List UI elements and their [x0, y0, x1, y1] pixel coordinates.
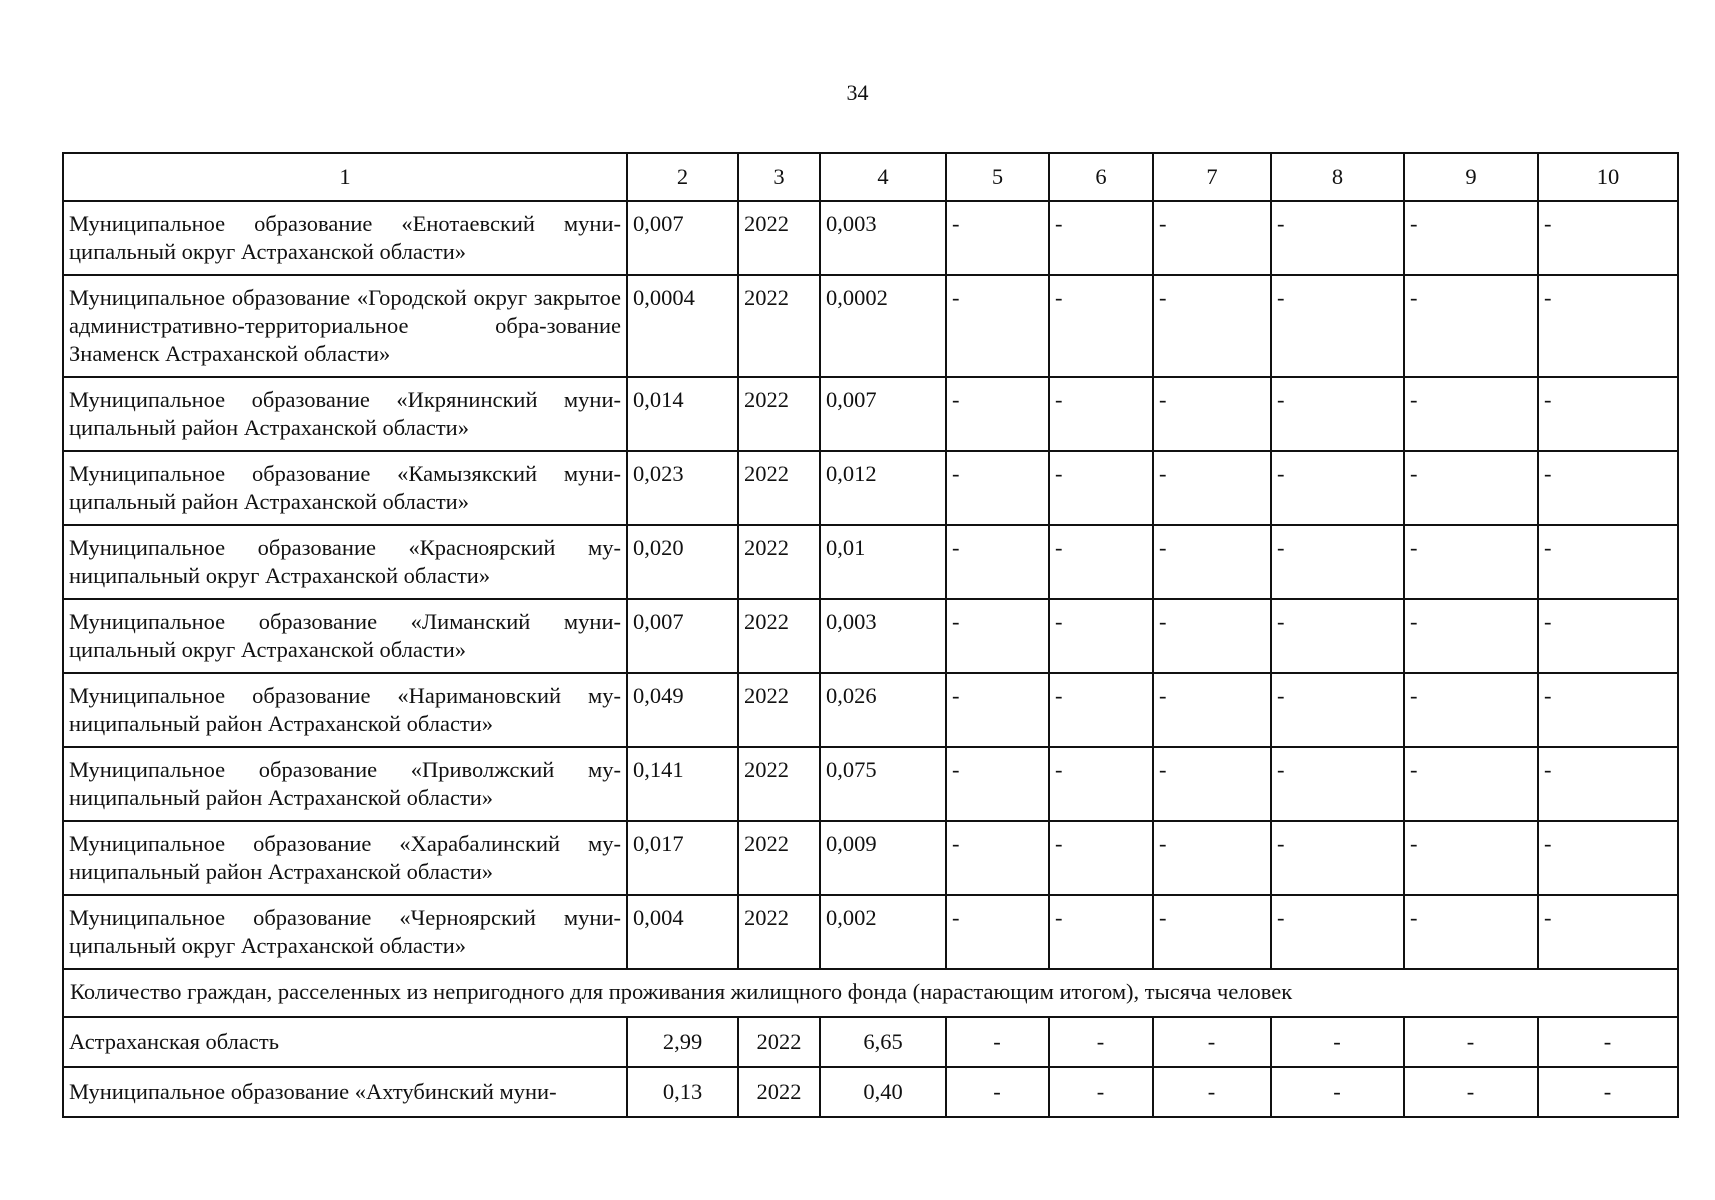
dash-cell: -: [1271, 201, 1404, 275]
dash-cell: -: [946, 451, 1049, 525]
value-cell: 0,40: [820, 1067, 946, 1117]
dash-cell: -: [1404, 525, 1538, 599]
table-row: [63, 451, 1678, 525]
dash-cell: -: [1271, 1017, 1404, 1067]
dash-cell: -: [1153, 1067, 1271, 1117]
value-cell: 0,007: [627, 599, 738, 673]
dash-cell: -: [1538, 201, 1678, 275]
table-body: [63, 153, 1678, 1117]
table-row: [63, 895, 1678, 969]
dash-cell: -: [1404, 821, 1538, 895]
year-cell: 2022: [738, 673, 820, 747]
municipality-name-cell: Муниципальное образование «Черноярский муни-ципальный округ Астраханской области»: [63, 895, 627, 969]
header-cell: 4: [820, 153, 946, 201]
dash-cell: -: [946, 1067, 1049, 1117]
table-row: [63, 599, 1678, 673]
dash-cell: -: [1271, 377, 1404, 451]
dash-cell: -: [1049, 201, 1153, 275]
dash-cell: -: [1153, 451, 1271, 525]
dash-cell: -: [946, 377, 1049, 451]
year-cell: 2022: [738, 1017, 820, 1067]
value-cell: 0,0002: [820, 275, 946, 377]
value-cell: 6,65: [820, 1017, 946, 1067]
dash-cell: -: [1404, 377, 1538, 451]
value-cell: 0,01: [820, 525, 946, 599]
dash-cell: -: [1404, 201, 1538, 275]
dash-cell: -: [946, 201, 1049, 275]
dash-cell: -: [946, 821, 1049, 895]
dash-cell: -: [1538, 275, 1678, 377]
section-title: Количество граждан, расселенных из непригодного для проживания жилищного фонда (нарастающим итогом), тысяча человек: [63, 969, 1678, 1017]
dash-cell: -: [1271, 275, 1404, 377]
dash-cell: -: [1153, 895, 1271, 969]
value-cell: 0,0004: [627, 275, 738, 377]
dash-cell: -: [1049, 525, 1153, 599]
value-cell: 0,141: [627, 747, 738, 821]
dash-cell: -: [1271, 673, 1404, 747]
dash-cell: -: [1271, 1067, 1404, 1117]
dash-cell: -: [1049, 599, 1153, 673]
header-cell: 8: [1271, 153, 1404, 201]
dash-cell: -: [1049, 1067, 1153, 1117]
value-cell: 0,004: [627, 895, 738, 969]
table-row: [63, 201, 1678, 275]
dash-cell: -: [1271, 525, 1404, 599]
header-cell: 6: [1049, 153, 1153, 201]
value-cell: 0,049: [627, 673, 738, 747]
year-cell: 2022: [738, 377, 820, 451]
dash-cell: -: [1538, 895, 1678, 969]
value-cell: 2,99: [627, 1017, 738, 1067]
section-row: [63, 969, 1678, 1017]
dash-cell: -: [1153, 1017, 1271, 1067]
dash-cell: -: [1538, 599, 1678, 673]
dash-cell: -: [1153, 599, 1271, 673]
dash-cell: -: [946, 525, 1049, 599]
dash-cell: -: [1538, 525, 1678, 599]
dash-cell: -: [1538, 1017, 1678, 1067]
municipality-name-cell: Астраханская область: [63, 1017, 627, 1067]
municipality-name-cell: Муниципальное образование «Городской округ закрытое административно-территориальное обра-зование Знаменск Астраханской области»: [63, 275, 627, 377]
table-row: [63, 525, 1678, 599]
dash-cell: -: [1271, 821, 1404, 895]
dash-cell: -: [1404, 895, 1538, 969]
header-cell: 10: [1538, 153, 1678, 201]
header-cell: 1: [63, 153, 627, 201]
dash-cell: -: [1153, 673, 1271, 747]
value-cell: 0,13: [627, 1067, 738, 1117]
municipality-name-cell: Муниципальное образование «Харабалинский му-ниципальный район Астраханской области»: [63, 821, 627, 895]
dash-cell: -: [1404, 599, 1538, 673]
dash-cell: -: [946, 1017, 1049, 1067]
dash-cell: -: [1153, 747, 1271, 821]
header-row: [63, 153, 1678, 201]
dash-cell: -: [946, 275, 1049, 377]
municipality-name-cell: Муниципальное образование «Ахтубинский муни-: [63, 1067, 627, 1117]
year-cell: 2022: [738, 599, 820, 673]
table-row: [63, 673, 1678, 747]
header-cell: 3: [738, 153, 820, 201]
value-cell: 0,002: [820, 895, 946, 969]
dash-cell: -: [1271, 747, 1404, 821]
value-cell: 0,023: [627, 451, 738, 525]
dash-cell: -: [1049, 1017, 1153, 1067]
municipality-name-cell: Муниципальное образование «Наримановский му-ниципальный район Астраханской области»: [63, 673, 627, 747]
dash-cell: -: [1049, 747, 1153, 821]
dash-cell: -: [1404, 1017, 1538, 1067]
year-cell: 2022: [738, 451, 820, 525]
dash-cell: -: [1049, 895, 1153, 969]
year-cell: 2022: [738, 525, 820, 599]
table-row: [63, 1017, 1678, 1067]
dash-cell: -: [1049, 377, 1153, 451]
dash-cell: -: [1271, 895, 1404, 969]
header-cell: 9: [1404, 153, 1538, 201]
page-number: 34: [846, 80, 869, 105]
year-cell: 2022: [738, 747, 820, 821]
value-cell: 0,075: [820, 747, 946, 821]
dash-cell: -: [946, 599, 1049, 673]
dash-cell: -: [1271, 599, 1404, 673]
table-row: [63, 275, 1678, 377]
dash-cell: -: [1153, 201, 1271, 275]
year-cell: 2022: [738, 275, 820, 377]
municipality-name-cell: Муниципальное образование «Енотаевский муни-ципальный округ Астраханской области»: [63, 201, 627, 275]
dash-cell: -: [1538, 1067, 1678, 1117]
table-row: [63, 1067, 1678, 1117]
dash-cell: -: [946, 673, 1049, 747]
municipality-name-cell: Муниципальное образование «Приволжский му-ниципальный район Астраханской области»: [63, 747, 627, 821]
header-cell: 7: [1153, 153, 1271, 201]
value-cell: 0,014: [627, 377, 738, 451]
table-row: [63, 821, 1678, 895]
value-cell: 0,007: [627, 201, 738, 275]
header-cell: 2: [627, 153, 738, 201]
dash-cell: -: [1049, 275, 1153, 377]
value-cell: 0,020: [627, 525, 738, 599]
dash-cell: -: [1153, 525, 1271, 599]
dash-cell: -: [1404, 451, 1538, 525]
value-cell: 0,003: [820, 201, 946, 275]
dash-cell: -: [1153, 821, 1271, 895]
dash-cell: -: [1538, 377, 1678, 451]
dash-cell: -: [1153, 275, 1271, 377]
header-cell: 5: [946, 153, 1049, 201]
value-cell: 0,026: [820, 673, 946, 747]
dash-cell: -: [1538, 821, 1678, 895]
value-cell: 0,003: [820, 599, 946, 673]
dash-cell: -: [1404, 747, 1538, 821]
municipality-name-cell: Муниципальное образование «Красноярский му-ниципальный округ Астраханской области»: [63, 525, 627, 599]
dash-cell: -: [1538, 673, 1678, 747]
value-cell: 0,007: [820, 377, 946, 451]
dash-cell: -: [946, 747, 1049, 821]
value-cell: 0,017: [627, 821, 738, 895]
dash-cell: -: [1404, 275, 1538, 377]
municipality-name-cell: Муниципальное образование «Лиманский муни-ципальный округ Астраханской области»: [63, 599, 627, 673]
dash-cell: -: [1538, 451, 1678, 525]
municipality-name-cell: Муниципальное образование «Камызякский муни-ципальный район Астраханской области»: [63, 451, 627, 525]
value-cell: 0,012: [820, 451, 946, 525]
dash-cell: -: [1538, 747, 1678, 821]
dash-cell: -: [1271, 451, 1404, 525]
dash-cell: -: [1404, 1067, 1538, 1117]
year-cell: 2022: [738, 821, 820, 895]
indicator-table: [62, 152, 1679, 1118]
table-row: [63, 747, 1678, 821]
dash-cell: -: [946, 895, 1049, 969]
dash-cell: -: [1049, 821, 1153, 895]
dash-cell: -: [1049, 673, 1153, 747]
year-cell: 2022: [738, 201, 820, 275]
dash-cell: -: [1153, 377, 1271, 451]
municipality-name-cell: Муниципальное образование «Икрянинский муни-ципальный район Астраханской области»: [63, 377, 627, 451]
value-cell: 0,009: [820, 821, 946, 895]
year-cell: 2022: [738, 895, 820, 969]
dash-cell: -: [1404, 673, 1538, 747]
table-row: [63, 377, 1678, 451]
dash-cell: -: [1049, 451, 1153, 525]
year-cell: 2022: [738, 1067, 820, 1117]
